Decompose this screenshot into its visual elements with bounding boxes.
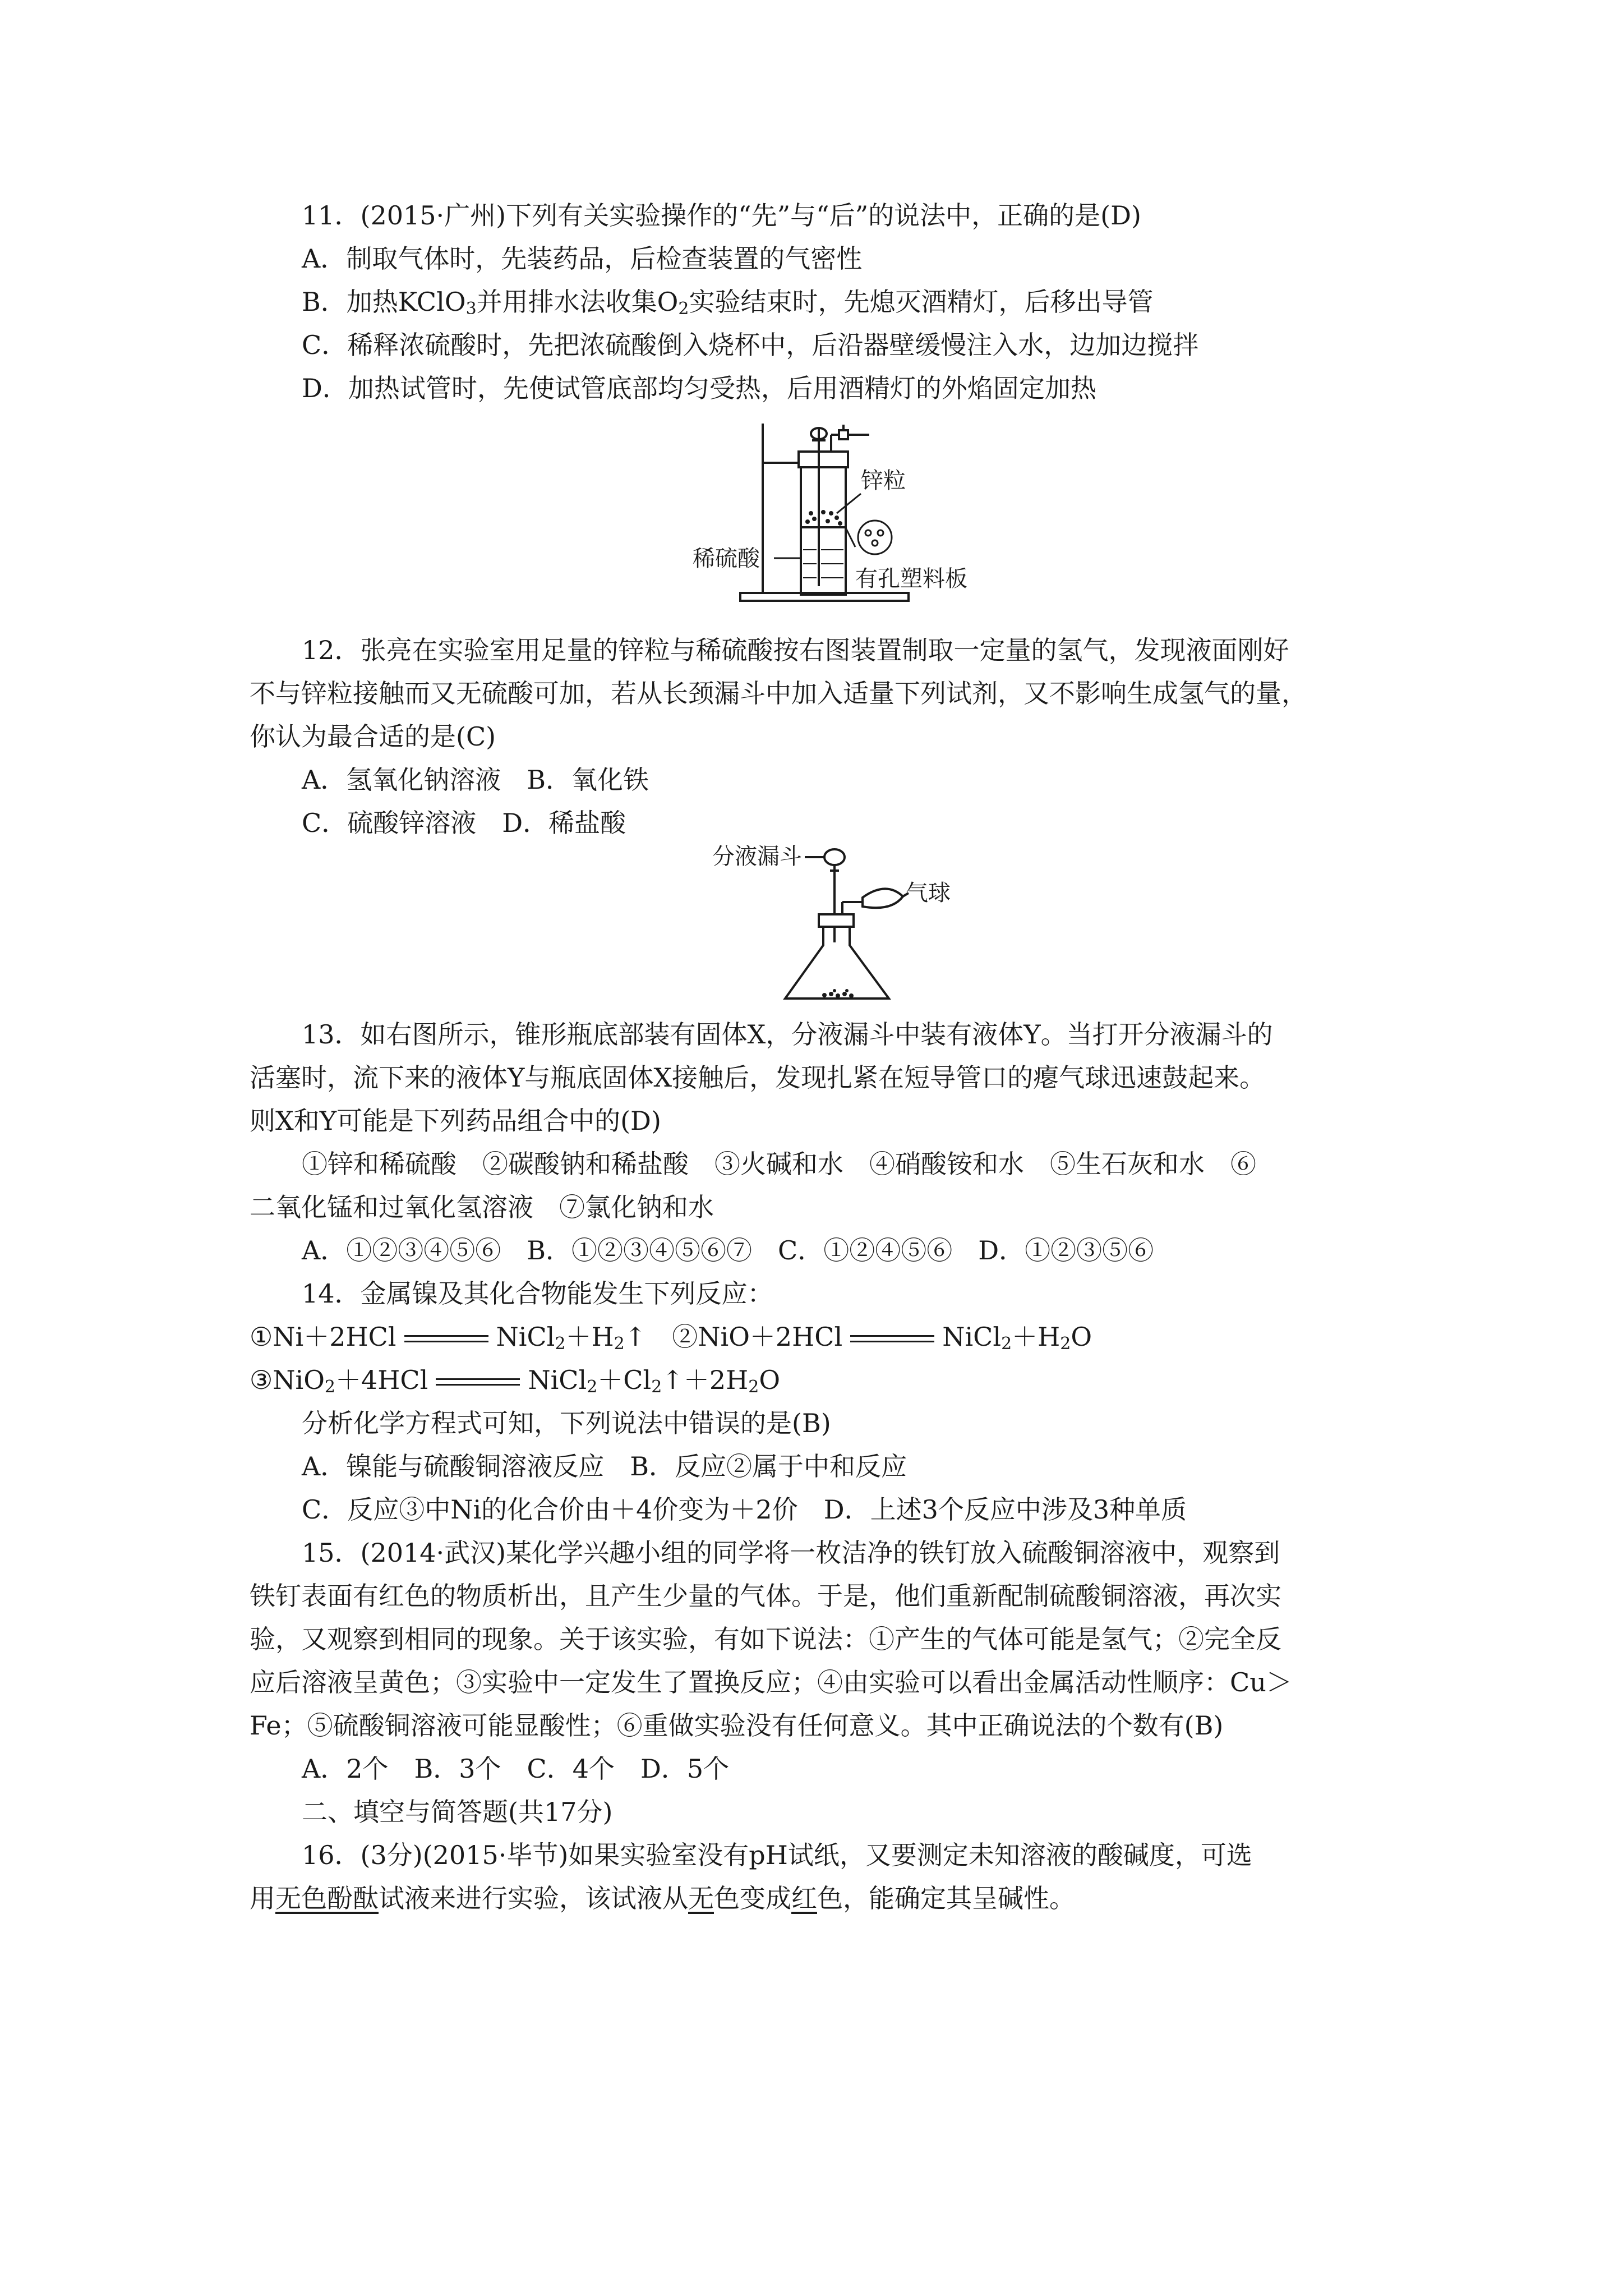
answer-blank-1: 无色酚酞 [275,1883,379,1913]
q15-line1: 15．(2014·武汉)某化学兴趣小组的同学将一枚洁净的铁钉放入硫酸铜溶液中，观察到 [302,1538,1280,1568]
q13-items2: 二氧化锰和过氧化氢溶液 ⑦氯化钠和水 [250,1192,714,1222]
q12-line1: 12．张亮在实验室用足量的锌粒与稀硫酸按右图装置制取一定量的氢气，发现液面刚好 [302,635,1289,665]
q15-line2: 铁钉表面有红色的物质析出，且产生少量的气体。于是，他们重新配制硫酸铜溶液，再次实 [250,1581,1281,1611]
q15-line3: 验，又观察到相同的现象。关于该实验，有如下说法：①产生的气体可能是氢气；②完全反 [250,1624,1281,1654]
answer-blank-2: 无 [688,1883,714,1913]
stopper [799,452,848,467]
section-heading: 二、填空与简答题(共17分) [302,1797,613,1827]
q13-line2: 活塞时，流下来的液体Y与瓶底固体X接触后，发现扎紧在短导管口的瘪气球迅速鼓起来。 [250,1062,1266,1093]
label-acid: 稀硫酸 [693,546,760,572]
q15-line4: 应后溶液呈黄色；③实验中一定发生了置换反应；④由实验可以看出金属活动性顺序：Cu＞ [250,1667,1292,1697]
q11-option-b: B．加热KClO$_3$并用排水法收集$O_2$实验结束时，先熄灭酒精灯，后移出导管 [302,287,1154,319]
q12-options-ab: A．氢氧化钠溶液 B．氧化铁 [302,765,649,795]
q12-line3: 你认为最合适的是(C) [250,721,496,752]
q16-line2: 用无色酚酞试液来进行实验，该试液从无色变成红色，能确定其呈碱性。 [250,1883,1075,1913]
q14-options-cd: C．反应③中Ni的化合价由＋4价变为＋2价 D．上述3个反应中涉及3种单质 [302,1494,1187,1525]
label-funnel: 分液漏斗 [712,844,802,869]
q11-option-c: C．稀释浓硫酸时，先把浓硫酸倒入烧杯中，后沿器壁缓慢注入水，边加边搅拌 [302,330,1199,360]
label-plate: 有孔塑料板 [855,566,967,592]
q13-line3: 则X和Y可能是下列药品组合中的(D) [250,1106,661,1136]
flask-stopper [819,914,854,927]
equals-sign [850,1333,934,1345]
q15-options: A．2个 B．3个 C．4个 D．5个 [302,1754,730,1784]
q15-line5: Fe；⑤硫酸铜溶液可能显酸性；⑥重做实验没有任何意义。其中正确说法的个数有(B) [250,1710,1224,1741]
sep-funnel-bulb [824,849,845,865]
q14-equations-1-2: ①Ni＋2HCl $NiCl_2+H_2↑$ ②NiO＋2HCl $NiCl_2+H_2O$ [250,1322,1092,1354]
q14-equation-3: ③NiO$_2$＋4HCl $NiCl_2+Cl_2↑+2H_2O$ [250,1365,781,1397]
flask-balloon-figure [712,836,970,1004]
plate-inset-circle [858,521,892,554]
label-zinc: 锌粒 [861,468,906,494]
q13-line1: 13．如右图所示，锥形瓶底部装有固体X，分液漏斗中装有液体Y。当打开分液漏斗的 [302,1019,1273,1050]
q14-stem: 14．金属镍及其化合物能发生下列反应： [302,1278,773,1309]
q12-options-cd: C．硫酸锌溶液 D．稀盐酸 [302,808,626,838]
answer-blank-3: 红 [791,1883,817,1913]
q16-line1: 16．(3分)(2015·毕节)如果实验室没有pH试纸，又要测定未知溶液的酸碱度，可选 [302,1840,1252,1870]
q14-options-ab: A．镍能与硫酸铜溶液反应 B．反应②属于中和反应 [302,1451,907,1481]
q13-options: A．①②③④⑤⑥ B．①②③④⑤⑥⑦ C．①②④⑤⑥ D．①②③⑤⑥ [302,1235,1154,1266]
q11-option-a: A．制取气体时，先装药品，后检查装置的气密性 [302,243,863,274]
q12-line2: 不与锌粒接触而又无硫酸可加，若从长颈漏斗中加入适量下列试剂，又不影响生成氢气的量， [250,678,1307,708]
valve [839,430,848,439]
hydrogen-apparatus-figure [684,418,998,609]
q11-option-d: D．加热试管时，先使试管底部均匀受热，后用酒精灯的外焰固定加热 [302,373,1096,403]
conical-flask [785,927,889,999]
label-balloon: 气球 [906,880,951,906]
equals-sign [404,1333,488,1345]
balloon [863,889,903,908]
q14-analysis: 分析化学方程式可知，下列说法中错误的是(B) [302,1408,831,1438]
q11-stem: 11．(2015·广州)下列有关实验操作的“先”与“后”的说法中，正确的是(D) [302,200,1141,231]
equals-sign [436,1376,520,1388]
q13-items1: ①锌和稀硫酸 ②碳酸钠和稀盐酸 ③火碱和水 ④硝酸铵和水 ⑤生石灰和水 ⑥ [302,1149,1256,1179]
